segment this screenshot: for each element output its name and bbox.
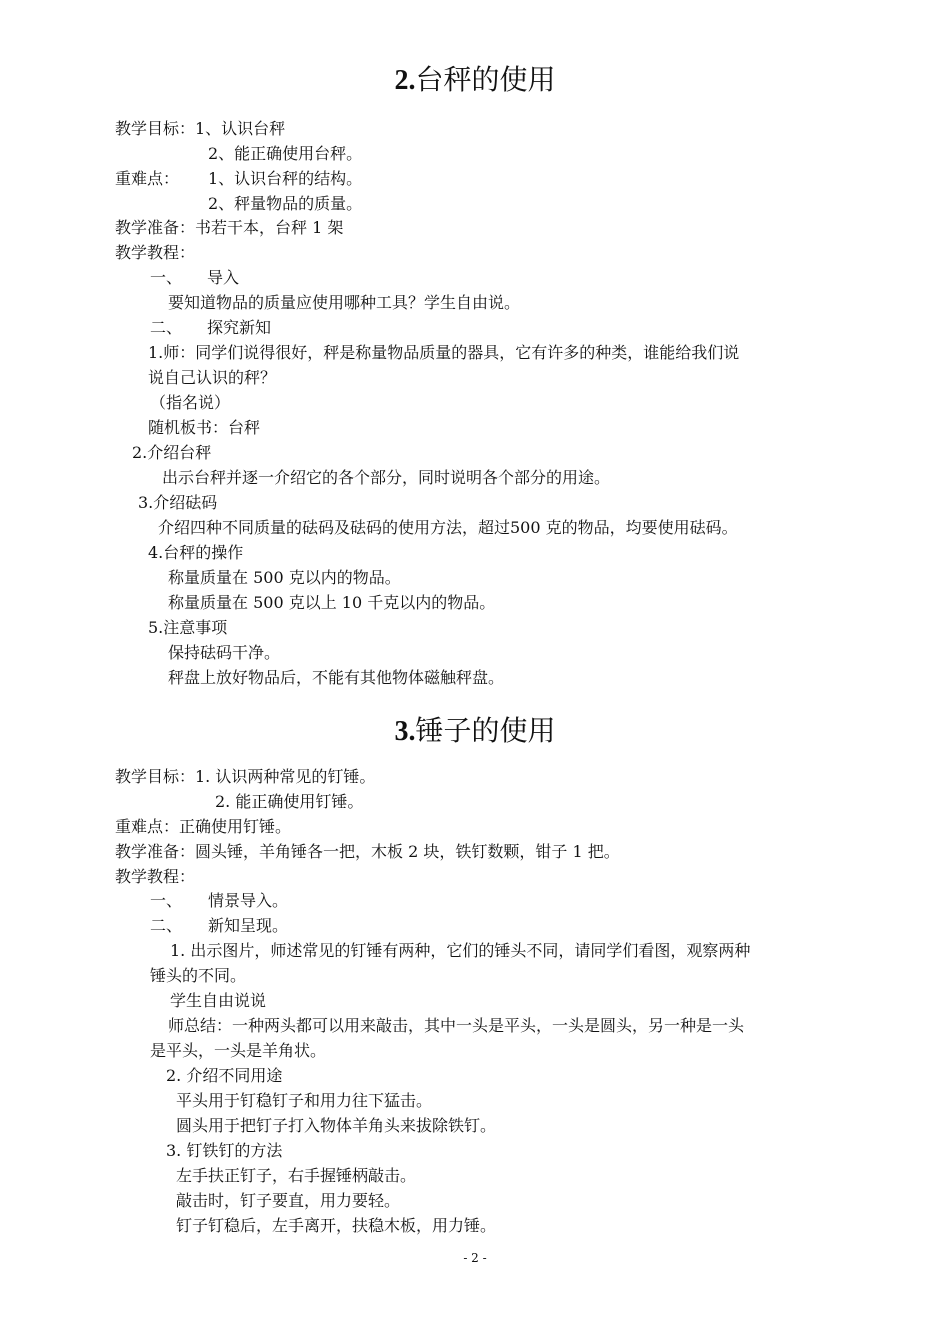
sub-heading: 3. 钉铁钉的方法 — [166, 1141, 283, 1160]
body-line: 1.师：同学们说得很好，秤是称量物品质量的器具，它有许多的种类，谁能给我们说 — [148, 343, 740, 362]
process-heading: 教学教程： — [115, 243, 196, 262]
body-line: 钉子钉稳后，左手离开，扶稳木板，用力锤。 — [176, 1216, 497, 1235]
body-line: 左手扶正钉子，右手握锤柄敲击。 — [176, 1166, 417, 1185]
body-line: 秤盘上放好物品后，不能有其他物体磁触秤盘。 — [168, 668, 505, 687]
body-line: 介绍四种不同质量的砝码及砝码的使用方法，超过500 克的物品，均要使用砝码。 — [158, 518, 738, 537]
sub-heading: 4.台秤的操作 — [148, 543, 244, 562]
sub-heading: 5.注意事项 — [148, 618, 228, 637]
body-line: （指名说） — [150, 393, 231, 412]
key-point-line: 1、认识台秤的结构。 — [208, 169, 363, 188]
key-point-line: 2、秤量物品的质量。 — [208, 194, 363, 213]
body-line: 是平头，一头是羊角状。 — [150, 1041, 327, 1060]
body-line: 敲击时，钉子要直，用力要轻。 — [176, 1191, 401, 1210]
body-line: 学生自由说说 — [170, 991, 267, 1010]
body-line: 称量质量在 500 克以内的物品。 — [168, 568, 401, 587]
body-line: 随机板书：台秤 — [148, 418, 261, 437]
sub-heading: 3.介绍砝码 — [138, 493, 218, 512]
section-title-text: 锤子的使用 — [415, 714, 556, 747]
process-heading: 教学教程： — [115, 867, 196, 886]
key-points-line: 重难点：正确使用钉锤。 — [115, 817, 292, 836]
body-line: 平头用于钉稳钉子和用力往下猛击。 — [176, 1091, 433, 1110]
body-line: 说自己认识的秤？ — [148, 368, 277, 387]
sub-heading: 2. 介绍不同用途 — [166, 1066, 283, 1085]
step-title: 导入 — [207, 268, 240, 287]
section-number: 3. — [394, 716, 416, 747]
step-title: 新知呈现。 — [208, 916, 289, 935]
section-title-text: 台秤的使用 — [415, 63, 556, 96]
objective-line: 教学目标：1. 认识两种常见的钉锤。 — [115, 767, 376, 786]
body-line: 出示台秤并逐一介绍它的各个部分，同时说明各个部分的用途。 — [162, 468, 611, 487]
objective-line: 2、能正确使用台秤。 — [208, 144, 363, 163]
page-number: - 2 - — [463, 1251, 487, 1265]
step-title: 探究新知 — [207, 318, 272, 337]
section-title — [0, 713, 950, 750]
preparation-line: 教学准备：书若干本，台秤 1 架 — [115, 218, 344, 237]
section-title — [0, 62, 950, 99]
step-title: 情景导入。 — [208, 891, 289, 910]
body-line: 称量质量在 500 克以上 10 千克以内的物品。 — [168, 593, 496, 612]
objective-line: 2. 能正确使用钉锤。 — [215, 792, 364, 811]
step-numeral: 一、 — [150, 268, 183, 287]
step-numeral: 一、 — [150, 891, 183, 910]
body-line: 锤头的不同。 — [150, 966, 247, 985]
body-line: 师总结：一种两头都可以用来敲击，其中一头是平头，一头是圆头，另一种是一头 — [168, 1016, 745, 1035]
sub-heading: 2.介绍台秤 — [132, 443, 212, 462]
section-number: 2. — [394, 65, 416, 96]
step-numeral: 二、 — [150, 916, 183, 935]
preparation-line: 教学准备：圆头锤，羊角锤各一把，木板 2 块，铁钉数颗，钳子 1 把。 — [115, 842, 620, 861]
objective-line: 教学目标：1、认识台秤 — [115, 119, 286, 138]
body-line: 保持砝码干净。 — [168, 643, 281, 662]
step-numeral: 二、 — [150, 318, 183, 337]
body-line: 要知道物品的质量应使用哪种工具？学生自由说。 — [168, 293, 521, 312]
body-line: 圆头用于把钉子打入物体羊角头来拔除铁钉。 — [176, 1116, 497, 1135]
key-points-label: 重难点： — [115, 169, 180, 188]
body-line: 1. 出示图片，师述常见的钉锤有两种，它们的锤头不同，请同学们看图，观察两种 — [170, 941, 751, 960]
